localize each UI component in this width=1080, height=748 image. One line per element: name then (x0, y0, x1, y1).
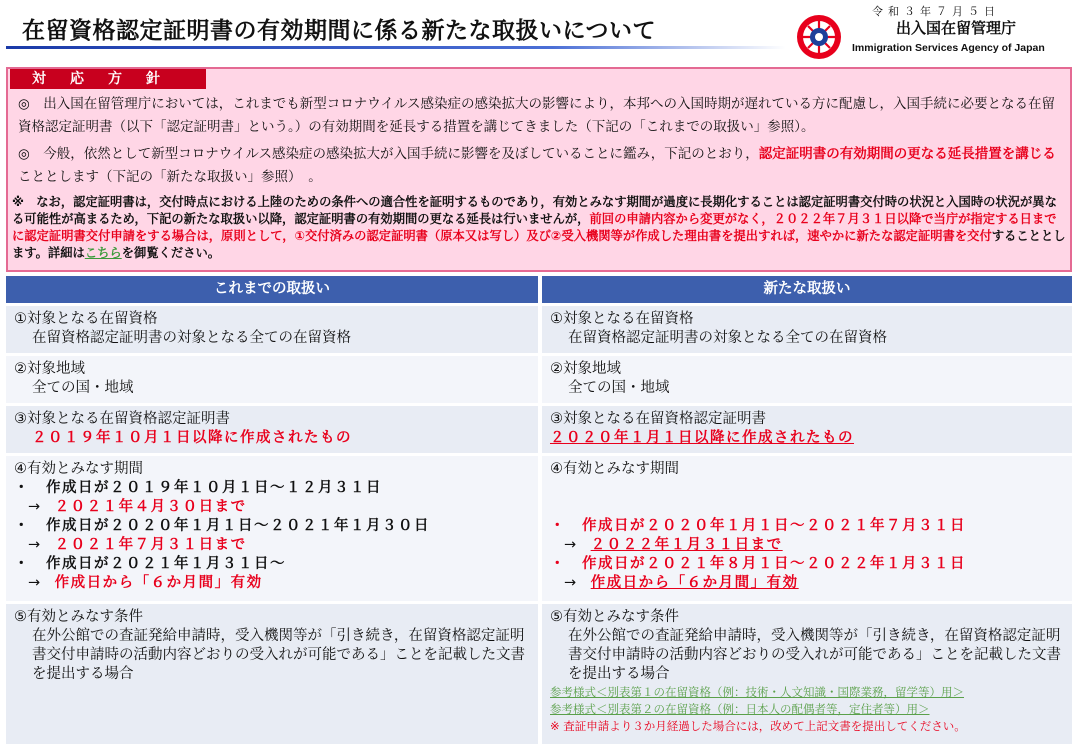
page-header (0, 0, 1080, 62)
policy-tag: 対応方針 (10, 69, 206, 89)
cell-body: 全ての国・地域 (32, 380, 134, 396)
row-certificate-previous (6, 406, 538, 453)
arrow-icon: → (28, 537, 41, 553)
agency-name-jp: 出入国在留管理庁 (896, 19, 1017, 37)
form-link-table2[interactable]: 参考様式＜別表第２の在留資格（例：日本人の配偶者等，定住者等）用＞ (550, 702, 930, 716)
policy-p1-text: ◎ 出入国在留管理庁においては，これまでも新型コロナウイルス感染症の感染拡大の影響により，本邦への入国時期が遅れている方に配慮し，入国手続に必要となる在留資格認定証明書（以下「認定証明書」という。）の有効期間を延長する措置を講じてきました（下記の「これまでの取扱い」参照）。 (18, 96, 1055, 135)
form-link-table1[interactable]: 参考様式＜別表第１の在留資格（例：技術・人文知識・国際業務，留学等）用＞ (550, 685, 964, 699)
period-result: 作成日から「６か月間」有効 (590, 575, 799, 591)
cell-title: ⑤有効とみなす条件 (550, 609, 679, 625)
cell-title: ④有効とみなす期間 (14, 461, 143, 477)
row-target-status-new (542, 306, 1072, 353)
cell-body: 在留資格認定証明書の対象となる全ての在留資格 (568, 330, 887, 346)
cell-body: ２０２０年１月１日以降に作成されたもの (550, 430, 854, 446)
policy-p2-text: ◎ 今般，依然として新型コロナウイルス感染症の感染拡大が入国手続に影響を及ぼしていることに鑑み，下記のとおり， (18, 146, 759, 162)
resubmit-note: ※ 査証申請より３か月経過した場合には，改めて上記文書を提出してください。 (550, 719, 966, 733)
period-result: ２０２２年１月３１日まで (590, 537, 783, 553)
column-header-previous: これまでの取扱い (6, 276, 538, 303)
row-conditions-previous (6, 604, 538, 744)
spacer (550, 479, 1064, 517)
page-title: 在留資格認定証明書の有効期間に係る新たな取扱いについて (22, 18, 657, 44)
policy-note (12, 194, 1068, 262)
cell-body: 在留資格認定証明書の対象となる全ての在留資格 (32, 330, 351, 346)
period-item: ・ 作成日が２０１９年１０月１日～１２月３１日 (14, 480, 382, 496)
period-result: 作成日から「６か月間」有効 (54, 575, 263, 591)
row-certificate-new (542, 406, 1072, 453)
arrow-icon: → (564, 537, 577, 553)
policy-note-text: ※ なお，認定証明書は，交付時点における上陸のための条件への適合性を証明するものであり，有効とみなす期間が過度に長期化することは認定証明書交付時の状況と入国時の状況が異なる可能性が高まるため，下記の新たな取扱い以降，認定証明書の有効期間の更なる延長は行いませんが， (12, 195, 1057, 226)
row-validity-new (542, 456, 1072, 601)
row-region-previous (6, 356, 538, 403)
policy-paragraph-2 (18, 143, 1064, 189)
cell-title: ③対象となる在留資格認定証明書 (550, 411, 766, 427)
arrow-icon: → (564, 575, 577, 591)
cell-title: ⑤有効とみなす条件 (14, 609, 143, 625)
cell-title: ③対象となる在留資格認定証明書 (14, 411, 230, 427)
policy-p2-emphasis: 認定証明書の有効期間の更なる延長措置を講じる (758, 146, 1056, 162)
period-item: ・ 作成日が２０２０年１月１日～２０２１年１月３０日 (14, 518, 430, 534)
policy-note-text-3: を御覧ください。 (121, 246, 221, 260)
cell-body: 全ての国・地域 (568, 380, 670, 396)
agency-name-en: Immigration Services Agency of Japan (852, 42, 1045, 54)
arrow-icon: → (28, 499, 41, 515)
cell-title: ②対象地域 (550, 361, 621, 377)
policy-p2-text-end: こととします（下記の「新たな取扱い」参照） 。 (18, 169, 322, 185)
row-region-new (542, 356, 1072, 403)
policy-note-emphasis: 前回の申請内容から変更がなく，２０２２年７月３１日以降で当庁が指定する日までに認定証明書交付申請をする場合は，原則として，①交付済みの認定証明書（原本又は写し）及び②受入機関等が作成した理由書を提出すれば，速やかに新たな認定証明書を交付 (12, 212, 1057, 243)
cell-body: ２０１９年１０月１日以降に作成されたもの (32, 430, 352, 446)
cell-title: ②対象地域 (14, 361, 85, 377)
cell-body: 在外公館での査証発給申請時，受入機関等が「引き続き，在留資格認定証明書交付申請時の活動内容どおりの受入れが可能である」ことを記載した文書を提出する場合 (32, 628, 525, 682)
title-underline (6, 46, 786, 49)
details-link[interactable]: こちら (84, 246, 122, 260)
cell-title: ①対象となる在留資格 (550, 311, 694, 327)
publish-date: 令和３年７月５日 (872, 5, 1000, 18)
policy-note-text-2: することとします。詳細は (12, 229, 1066, 260)
row-validity-previous (6, 456, 538, 601)
period-result: ２０２１年４月３０日まで (54, 499, 247, 515)
cell-title: ④有効とみなす期間 (550, 461, 679, 477)
cell-title: ①対象となる在留資格 (14, 311, 158, 327)
arrow-icon: → (28, 575, 41, 591)
row-conditions-new (542, 604, 1072, 744)
period-item: ・ 作成日が２０２０年１月１日～２０２１年７月３１日 (550, 518, 966, 534)
policy-paragraph-1 (18, 93, 1064, 139)
policy-box (6, 67, 1072, 272)
period-item: ・ 作成日が２０２１年１月３１日～ (14, 556, 286, 572)
row-target-status-previous (6, 306, 538, 353)
period-item: ・ 作成日が２０２１年８月１日～２０２２年１月３１日 (550, 556, 966, 572)
cell-body: 在外公館での査証発給申請時，受入機関等が「引き続き，在留資格認定証明書交付申請時の活動内容どおりの受入れが可能である」ことを記載した文書を提出する場合 (568, 628, 1061, 682)
agency-emblem-icon (796, 14, 842, 60)
column-header-new: 新たな取扱い (542, 276, 1072, 303)
period-result: ２０２１年７月３１日まで (54, 537, 247, 553)
